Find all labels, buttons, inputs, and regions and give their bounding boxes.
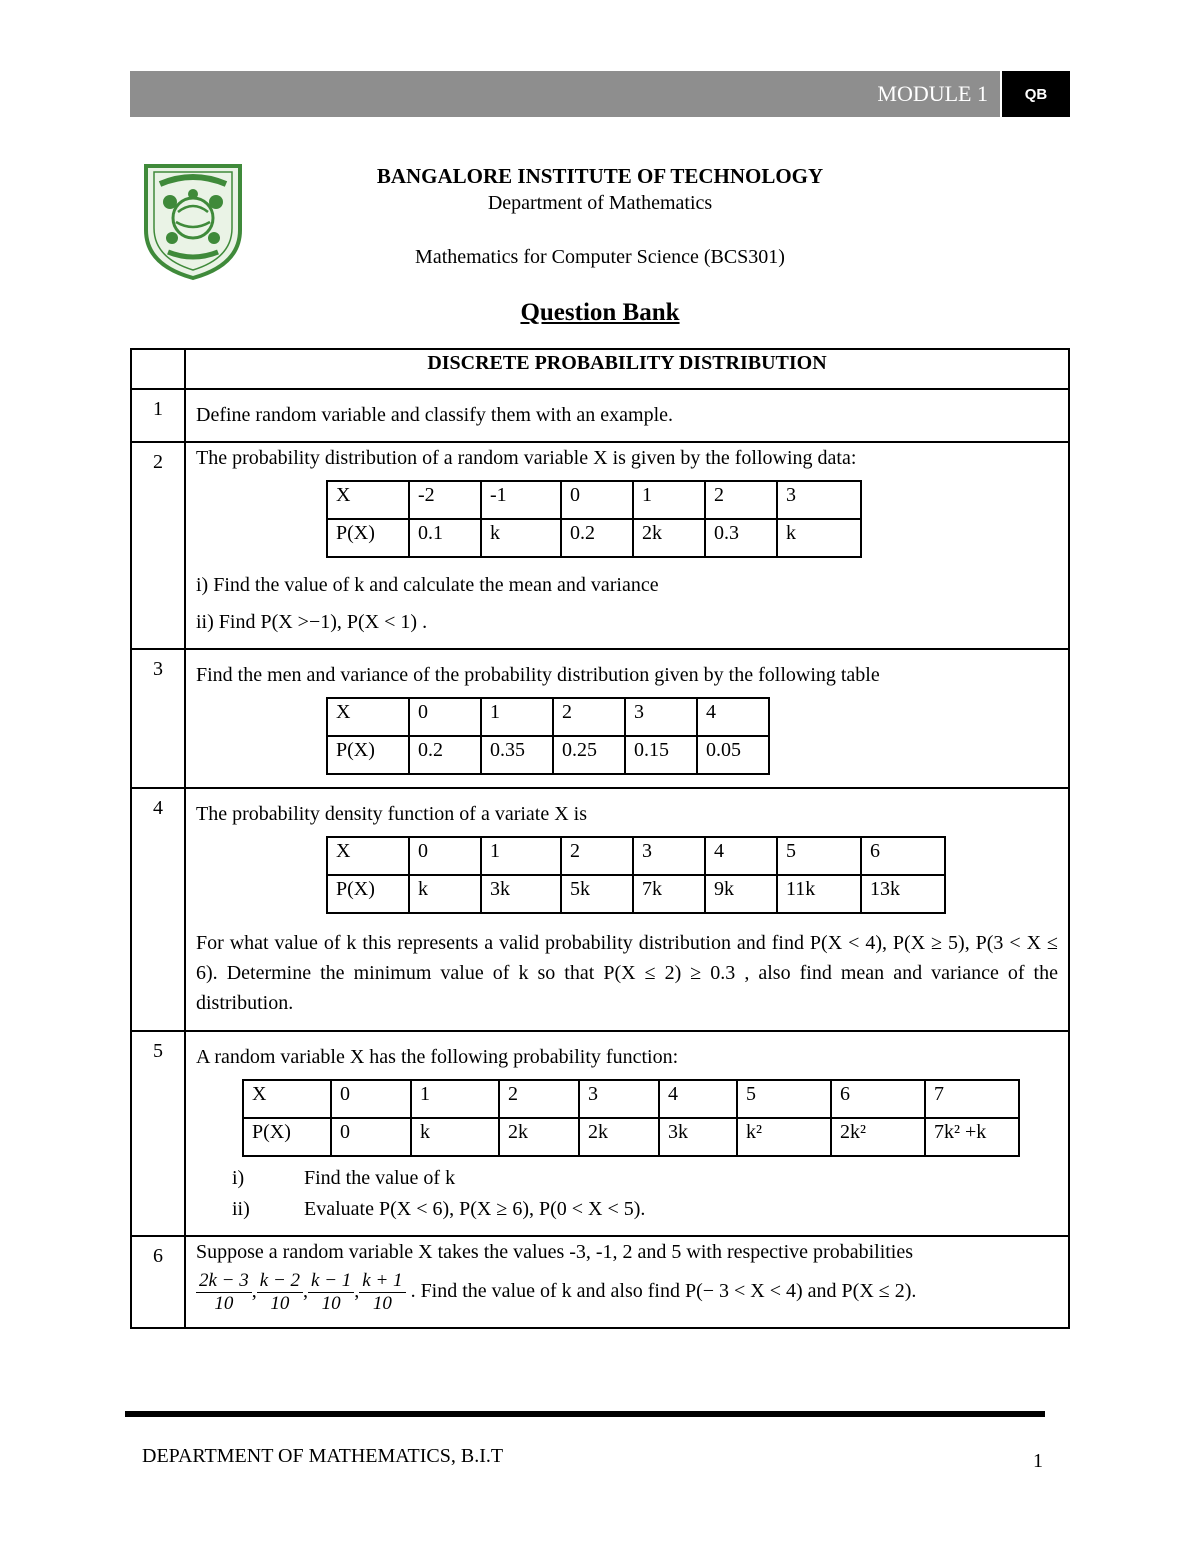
sub-question xyxy=(196,1165,1058,1192)
table-cell: 5 xyxy=(777,837,861,875)
question-intro: Suppose a random variable X takes the values -3, -1, 2 and 5 with respective probabilities xyxy=(196,1241,914,1263)
fraction xyxy=(308,1270,354,1315)
sub-question-text: Find the value of k xyxy=(304,1167,456,1189)
module-label: MODULE 1 xyxy=(877,81,988,106)
table-cell: 11k xyxy=(777,875,861,913)
sub-question-label: ii) xyxy=(232,1198,250,1220)
x-row xyxy=(327,837,945,875)
sub-question xyxy=(196,1196,1058,1223)
numerator: k − 2 xyxy=(257,1270,303,1293)
x-row xyxy=(327,481,861,519)
question-text: For what value of k this represents a valid probability distribution and find P(X < 4), P(X ≥ 5), P(3 < X ≤ 6). Determine the minimum value of k so that P(X ≤ 2) ≥ 0.3 , also find mean and variance of the distribution. xyxy=(196,932,1058,1014)
table-cell: 0.15 xyxy=(625,736,697,774)
table-cell: 1 xyxy=(481,837,561,875)
table-cell: 6 xyxy=(861,837,945,875)
distribution-table xyxy=(326,697,770,775)
p-row xyxy=(327,875,945,913)
table-cell: 0 xyxy=(331,1080,411,1118)
table-cell: 2k xyxy=(633,519,705,557)
table-cell: -1 xyxy=(481,481,561,519)
fraction xyxy=(196,1270,252,1315)
distribution-table xyxy=(326,836,946,914)
table-cell: P(X) xyxy=(327,519,409,557)
question-intro: Find the men and variance of the probability distribution given by the following table xyxy=(196,664,880,686)
table-cell: X xyxy=(327,837,409,875)
table-cell: 3k xyxy=(481,875,561,913)
question-row xyxy=(131,1031,1069,1236)
table-cell: 0 xyxy=(561,481,633,519)
section-title: DISCRETE PROBABILITY DISTRIBUTION xyxy=(185,349,1069,389)
fraction xyxy=(257,1270,303,1315)
fraction xyxy=(359,1270,405,1315)
table-cell: 0 xyxy=(331,1118,411,1156)
question-number: 1 xyxy=(131,389,185,442)
probability-line: $\frac{2k - 3}{10}$ , $\frac{k - 2}{10}$ , $\frac{k - 1}{10}$ , $\frac{k + 1}{10}$ . Find the value of k and also find P(− 3 < X < 4) and P(X ≤ 2). xyxy=(196,1270,1058,1315)
table-cell: 3 xyxy=(579,1080,659,1118)
table-cell: 13k xyxy=(861,875,945,913)
table-cell: 0.35 xyxy=(481,736,553,774)
table-cell: 2k xyxy=(579,1118,659,1156)
question-number: 5 xyxy=(131,1031,185,1236)
footer-rule xyxy=(125,1411,1045,1417)
table-cell: 4 xyxy=(697,698,769,736)
table-cell: X xyxy=(327,698,409,736)
x-row xyxy=(327,698,769,736)
table-cell: 0.2 xyxy=(561,519,633,557)
numerator: k − 1 xyxy=(308,1270,354,1293)
question-number: 2 xyxy=(131,442,185,649)
table-cell: 0.1 xyxy=(409,519,481,557)
table-cell: 1 xyxy=(633,481,705,519)
p-row xyxy=(243,1118,1019,1156)
table-cell: 0 xyxy=(409,698,481,736)
table-cell: 2k xyxy=(499,1118,579,1156)
denominator: 10 xyxy=(270,1292,290,1314)
institute-name: BANGALORE INSTITUTE OF TECHNOLOGY xyxy=(376,164,824,188)
question-row xyxy=(131,788,1069,1031)
table-cell: 3 xyxy=(777,481,861,519)
table-cell: 1 xyxy=(411,1080,499,1118)
page-title: Question Bank xyxy=(520,299,680,326)
table-cell: 5 xyxy=(737,1080,831,1118)
p-row xyxy=(327,736,769,774)
table-cell: 0.25 xyxy=(553,736,625,774)
table-cell: 0.2 xyxy=(409,736,481,774)
table-cell: 2 xyxy=(499,1080,579,1118)
table-cell: P(X) xyxy=(327,736,409,774)
sub-question-label: i) xyxy=(232,1167,245,1189)
question-number: 6 xyxy=(131,1236,185,1328)
table-cell: k xyxy=(411,1118,499,1156)
table-cell: 3k xyxy=(659,1118,737,1156)
question-body xyxy=(185,649,1069,788)
table-cell: 2 xyxy=(561,837,633,875)
question-body xyxy=(185,1031,1069,1236)
question-body xyxy=(185,442,1069,649)
table-cell: 7 xyxy=(925,1080,1019,1118)
question-row xyxy=(131,389,1069,442)
question-row xyxy=(131,649,1069,788)
sub-question: ii) Find P(X >−1), P(X < 1) . xyxy=(196,611,428,633)
question-body xyxy=(185,788,1069,1031)
question-table xyxy=(130,348,1070,1329)
denominator: 10 xyxy=(372,1292,392,1314)
question-number: 4 xyxy=(131,788,185,1031)
sub-question: i) Find the value of k and calculate the mean and variance xyxy=(196,574,659,596)
table-cell: X xyxy=(243,1080,331,1118)
table-cell: 3 xyxy=(625,698,697,736)
table-cell: 4 xyxy=(705,837,777,875)
table-cell: 3 xyxy=(633,837,705,875)
question-number: 3 xyxy=(131,649,185,788)
sub-question-text: Evaluate P(X < 6), P(X ≥ 6), P(0 < X < 5). xyxy=(304,1198,646,1220)
p-row xyxy=(327,519,861,557)
table-cell: 2k² xyxy=(831,1118,925,1156)
table-cell: 4 xyxy=(659,1080,737,1118)
table-cell: k xyxy=(481,519,561,557)
table-cell: 0.3 xyxy=(705,519,777,557)
x-row xyxy=(243,1080,1019,1118)
table-cell: 0 xyxy=(409,837,481,875)
table-cell: 5k xyxy=(561,875,633,913)
question-body xyxy=(185,1236,1069,1328)
distribution-table xyxy=(242,1079,1020,1157)
question-row xyxy=(131,1236,1069,1328)
footer-text: DEPARTMENT OF MATHEMATICS, B.I.T xyxy=(142,1445,504,1467)
corner-cell xyxy=(131,349,185,389)
numerator: k + 1 xyxy=(359,1270,405,1293)
denominator: 10 xyxy=(321,1292,341,1314)
question-text: Define random variable and classify them with an example. xyxy=(185,389,1069,442)
table-cell: 1 xyxy=(481,698,553,736)
distribution-table xyxy=(326,480,862,558)
table-cell: 9k xyxy=(705,875,777,913)
denominator: 10 xyxy=(214,1292,234,1314)
table-cell: 7k² +k xyxy=(925,1118,1019,1156)
table-cell: 0.05 xyxy=(697,736,769,774)
table-cell: P(X) xyxy=(327,875,409,913)
table-cell: k² xyxy=(737,1118,831,1156)
question-intro: A random variable X has the following probability function: xyxy=(196,1046,679,1068)
question-intro: The probability density function of a variate X is xyxy=(196,803,588,825)
table-cell: 7k xyxy=(633,875,705,913)
table-cell: 2 xyxy=(553,698,625,736)
question-text: . Find the value of k and also find P(− 3 < X < 4) and P(X ≤ 2). xyxy=(410,1279,917,1302)
page-number: 1 xyxy=(1033,1450,1043,1472)
table-cell: 6 xyxy=(831,1080,925,1118)
table-cell: X xyxy=(327,481,409,519)
numerator: 2k − 3 xyxy=(196,1270,252,1293)
section-header-row xyxy=(131,349,1069,389)
qb-tag: QB xyxy=(1002,71,1070,117)
table-cell: P(X) xyxy=(243,1118,331,1156)
department-name: Department of Mathematics xyxy=(487,192,713,214)
header-bar xyxy=(130,71,1000,117)
course-title: Mathematics for Computer Science (BCS301) xyxy=(415,246,785,268)
table-cell: k xyxy=(409,875,481,913)
table-cell: 2 xyxy=(705,481,777,519)
question-row xyxy=(131,442,1069,649)
question-intro: The probability distribution of a random variable X is given by the following data: xyxy=(196,447,857,469)
table-cell: -2 xyxy=(409,481,481,519)
table-cell: k xyxy=(777,519,861,557)
